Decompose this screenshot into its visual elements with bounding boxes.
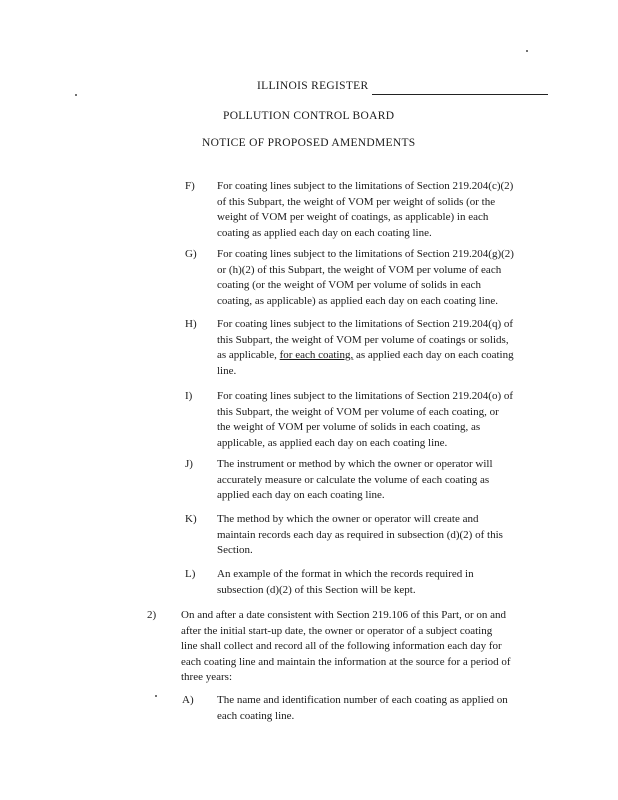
- text-line: or (h)(2) of this Subpart, the weight of VOM per volume of each: [217, 263, 502, 276]
- text-line: each coating line and maintain the information at the source for a period of: [181, 655, 511, 668]
- text-line: maintain records each day as required in subsection (d)(2) of this: [217, 528, 503, 541]
- scan-speck: [75, 94, 77, 96]
- item-label-j: J): [185, 458, 193, 470]
- item-text-g: [217, 247, 514, 309]
- text-line: The instrument or method by which the owner or operator will: [217, 458, 493, 470]
- item-label-a: A): [182, 694, 194, 706]
- item-text-f: [217, 179, 513, 241]
- item-label-2: 2): [147, 609, 157, 621]
- text-line: after the initial start-up date, the owner or operator of a subject coating: [181, 624, 493, 637]
- text-line: coating, as applicable) as applied each day on each coating line.: [217, 294, 498, 307]
- text-segment: as applicable,: [217, 349, 280, 361]
- text-line: this Subpart, the weight of VOM per volume of coatings or solids,: [217, 333, 509, 346]
- text-line: the weight of VOM per volume of solids in each coating, as: [217, 421, 481, 433]
- text-line: coating (or the weight of VOM per volume of solids in each: [217, 279, 482, 291]
- item-label-k: K): [185, 513, 197, 525]
- item-text-2: [181, 608, 511, 686]
- register-underline: [372, 94, 548, 95]
- text-line: three years:: [181, 671, 232, 683]
- text-line: [217, 348, 514, 364]
- text-line: accurately measure or calculate the volume of each coating as: [217, 473, 490, 486]
- text-line: this Subpart, the weight of VOM per volume of each coating, or: [217, 405, 499, 418]
- text-segment: as applied each day on each coating: [353, 349, 514, 361]
- item-label-f: F): [185, 180, 195, 192]
- item-text-k: [217, 512, 503, 559]
- board-title: POLLUTION CONTROL BOARD: [223, 110, 395, 122]
- text-line: subsection (d)(2) of this Section will be kept.: [217, 583, 416, 596]
- item-label-l: L): [185, 568, 196, 580]
- register-title: ILLINOIS REGISTER: [257, 80, 369, 92]
- text-line: of this Subpart, the weight of VOM per weight of solids (or the: [217, 195, 496, 208]
- text-line: Section.: [217, 544, 253, 556]
- text-line: On and after a date consistent with Section 219.106 of this Part, or on and: [181, 609, 507, 621]
- item-text-h: [217, 317, 514, 379]
- text-line: weight of VOM per weight of coatings, as applicable) in each: [217, 211, 489, 223]
- item-label-i: I): [185, 390, 193, 402]
- text-line: line shall collect and record all of the following information each day for: [181, 640, 502, 652]
- text-line: For coating lines subject to the limitations of Section 219.204(c)(2): [217, 180, 514, 192]
- item-label-g: G): [185, 248, 197, 260]
- text-line: For coating lines subject to the limitations of Section 219.204(o) of: [217, 390, 514, 402]
- item-label-h: H): [185, 318, 197, 330]
- item-text-a: [217, 693, 508, 724]
- text-line: coating as applied each day on each coating line.: [217, 226, 432, 239]
- item-text-j: [217, 457, 493, 504]
- text-line: The method by which the owner or operator will create and: [217, 513, 479, 525]
- text-line: An example of the format in which the records required in: [217, 568, 474, 580]
- text-line: applicable, as applied each day on each coating line.: [217, 436, 448, 449]
- text-line: For coating lines subject to the limitations of Section 219.204(q) of: [217, 318, 514, 330]
- scan-speck: [526, 50, 528, 52]
- notice-title: NOTICE OF PROPOSED AMENDMENTS: [202, 137, 416, 149]
- text-line: The name and identification number of each coating as applied on: [217, 694, 508, 706]
- text-line: For coating lines subject to the limitations of Section 219.204(g)(2): [217, 248, 514, 260]
- item-text-i: [217, 389, 513, 451]
- text-line: applied each day on each coating line.: [217, 489, 385, 501]
- scan-speck: [155, 695, 157, 697]
- text-line: each coating line.: [217, 709, 295, 722]
- item-text-l: [217, 567, 474, 598]
- text-line: line.: [217, 364, 237, 377]
- underlined-insertion: for each coating,: [279, 349, 354, 361]
